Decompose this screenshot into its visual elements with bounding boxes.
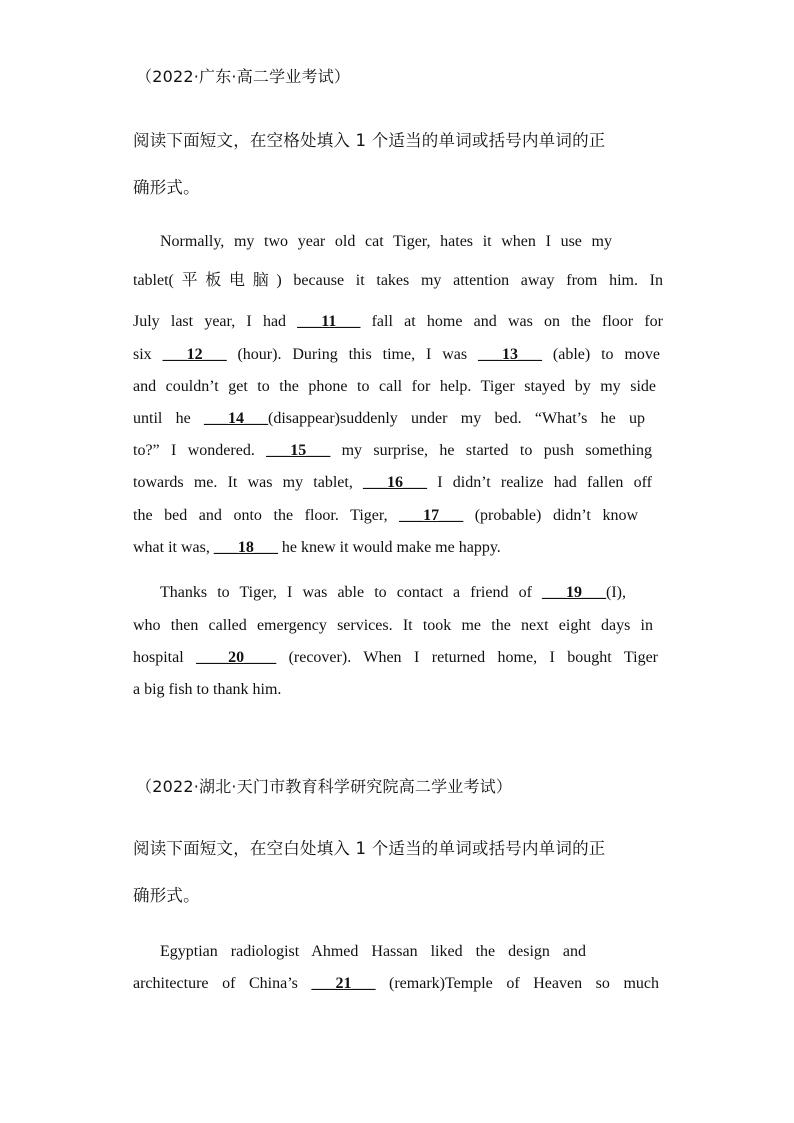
blank-16[interactable]: ___16___ (363, 474, 428, 491)
blank-18[interactable]: ___18___ (213, 539, 278, 556)
blank-17[interactable]: ___17___ (399, 507, 464, 524)
passage-line: the bed and onto the floor. Tiger, ___17___ (probable) didn’t know (133, 507, 638, 524)
blank-12[interactable]: ___12___ (162, 346, 227, 363)
passage-line: to?” I wondered. ___15___ my surprise, he started to push something (133, 442, 652, 459)
instruction-line-1: 阅读下面短文，在空格处填入 1 个适当的单词或括号内单词的正 (133, 131, 606, 150)
passage-line: six ___12___ (hour). During this time, I was ___13___ (able) to move (133, 346, 661, 363)
passage-line: Thanks to Tiger, I was able to contact a friend of ___19___(I), (160, 584, 626, 601)
passage-line: July last year, I had ___11___ fall at home and was on the floor for (133, 313, 663, 330)
blank-14[interactable]: ___14___ (204, 410, 269, 427)
source-citation-2: （2022·湖北·天门市教育科学研究院高二学业考试） (136, 777, 513, 796)
blank-21[interactable]: ___21___ (311, 975, 376, 992)
passage-line: until he ___14___(disappear)suddenly under my bed. “What’s he up (133, 410, 646, 427)
instruction-line-2: 确形式。 (133, 178, 200, 197)
passage-line: and couldn’t get to the phone to call for help. Tiger stayed by my side (133, 378, 656, 395)
passage-line: hospital ____20____ (recover). When I returned home, I bought Tiger (133, 649, 659, 666)
passage-line: Normally, my two year old cat Tiger, hates it when I use my (160, 233, 612, 250)
blank-11[interactable]: ___11___ (297, 313, 361, 330)
source-citation-1: （2022·广东·高二学业考试） (136, 67, 351, 86)
passage-line: architecture of China’s ___21___ (remark)Temple of Heaven so much (133, 975, 660, 992)
passage-line: who then called emergency services. It took me the next eight days in (133, 617, 653, 634)
passage-line: Egyptian radiologist Ahmed Hassan liked the design and (160, 943, 586, 960)
passage-line: towards me. It was my tablet, ___16___ I didn’t realize had fallen off (133, 474, 652, 491)
passage-line: tablet(平板电脑) because it takes my attention away from him. In (133, 272, 663, 289)
passage-line: a big fish to thank him. (133, 681, 282, 698)
blank-19[interactable]: ___19___ (542, 584, 607, 601)
blank-20[interactable]: ____20____ (196, 649, 277, 666)
instruction-line-2: 确形式。 (133, 886, 200, 905)
blank-13[interactable]: ___13___ (478, 346, 542, 363)
passage-line: what it was, ___18___ he knew it would make me happy. (133, 539, 501, 556)
blank-15[interactable]: ___15___ (266, 442, 331, 459)
instruction-line-1: 阅读下面短文，在空白处填入 1 个适当的单词或括号内单词的正 (133, 839, 606, 858)
